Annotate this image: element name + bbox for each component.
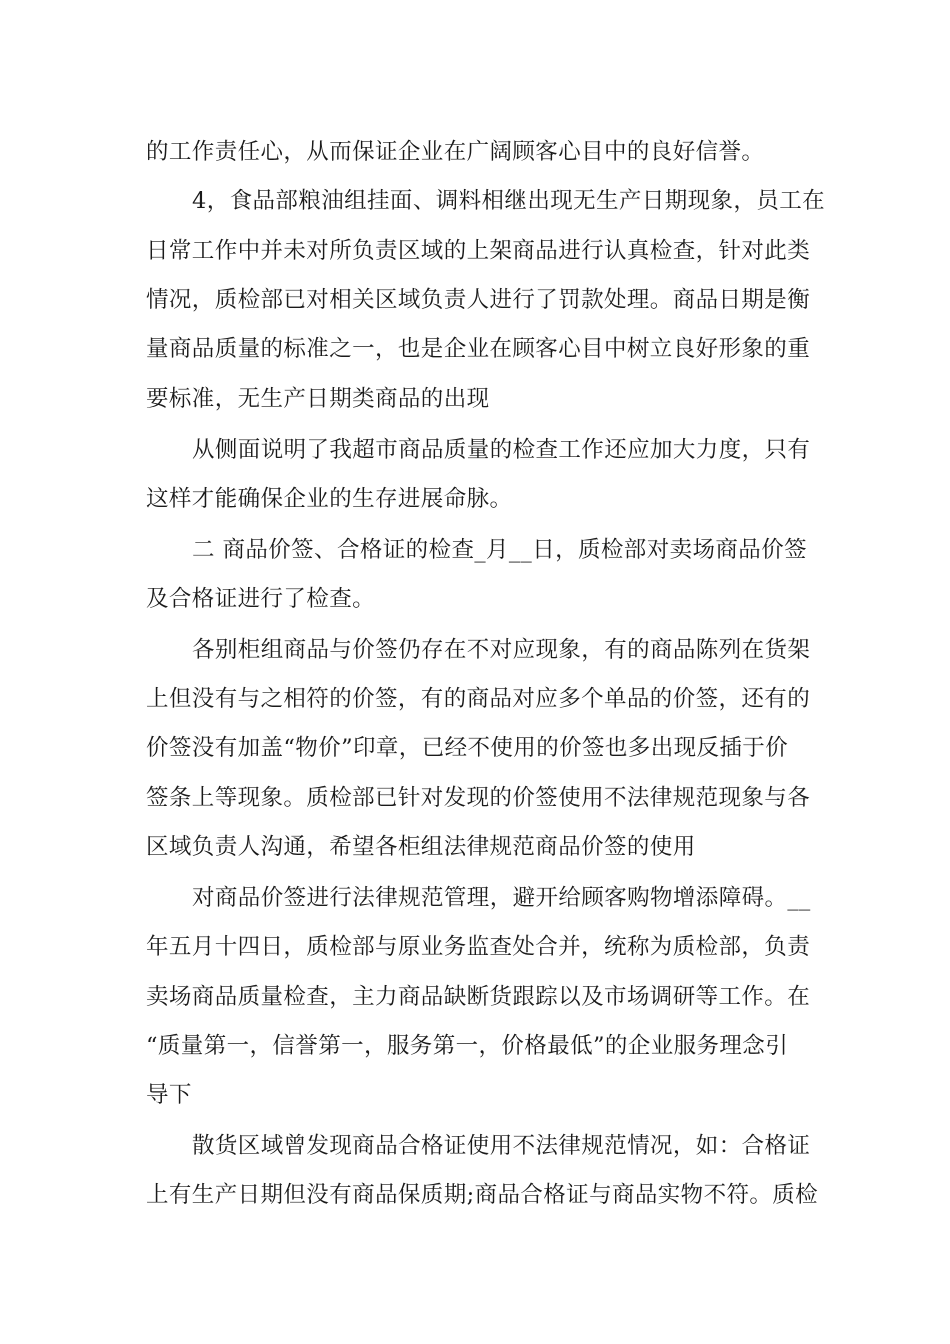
text-line: 二 商品价签、合格证的检查_月__日，质检部对卖场商品价签 [192,537,808,563]
text-line: 卖场商品质量检查，主力商品缺断货跟踪以及市场调研等工作。在 [146,984,811,1010]
text-line: 4，食品部粮油组挂面、调料相继出现无生产日期现象，员工在 [192,188,826,214]
text-line: 签条上等现象。质检部已针对发现的价签使用不法律规范现象与各 [146,785,811,811]
text-line: 上但没有与之相符的价签，有的商品对应多个单品的价签，还有的 [146,686,811,712]
text-line: 要标准，无生产日期类商品的出现 [146,386,490,412]
text-line: 量商品质量的标准之一，也是企业在顾客心目中树立良好形象的重 [146,336,811,362]
text-line: 情况，质检部已对相关区域负责人进行了罚款处理。商品日期是衡 [146,287,811,313]
text-line: 的工作责任心，从而保证企业在广阔顾客心目中的良好信誉。 [146,139,765,165]
text-line: 从侧面说明了我超市商品质量的检查工作还应加大力度，只有 [192,437,811,463]
text-line: 各别柜组商品与价签仍存在不对应现象，有的商品陈列在货架 [192,637,811,663]
text-line: 对商品价签进行法律规范管理，避开给顾客购物增添障碍。__ [192,885,811,911]
text-line: 价签没有加盖“物价”印章，已经不使用的价签也多出现反插于价 [146,735,789,761]
text-line: 散货区域曾发现商品合格证使用不法律规范情况，如：合格证 [192,1133,811,1159]
text-line: 区域负责人沟通，希望各柜组法律规范商品价签的使用 [146,834,696,860]
text-line: “质量第一，信誉第一，服务第一，价格最低”的企业服务理念引 [146,1033,789,1059]
text-line: 日常工作中并未对所负责区域的上架商品进行认真检查，针对此类 [146,238,811,264]
text-line: 导下 [146,1082,192,1108]
text-line: 这样才能确保企业的生存进展命脉。 [146,486,513,512]
text-line: 上有生产日期但没有商品保质期;商品合格证与商品实物不符。质检 [146,1182,819,1208]
text-line: 及合格证进行了检查。 [146,586,376,612]
text-line: 年五月十四日，质检部与原业务监查处合并，统称为质检部，负责 [146,934,811,960]
